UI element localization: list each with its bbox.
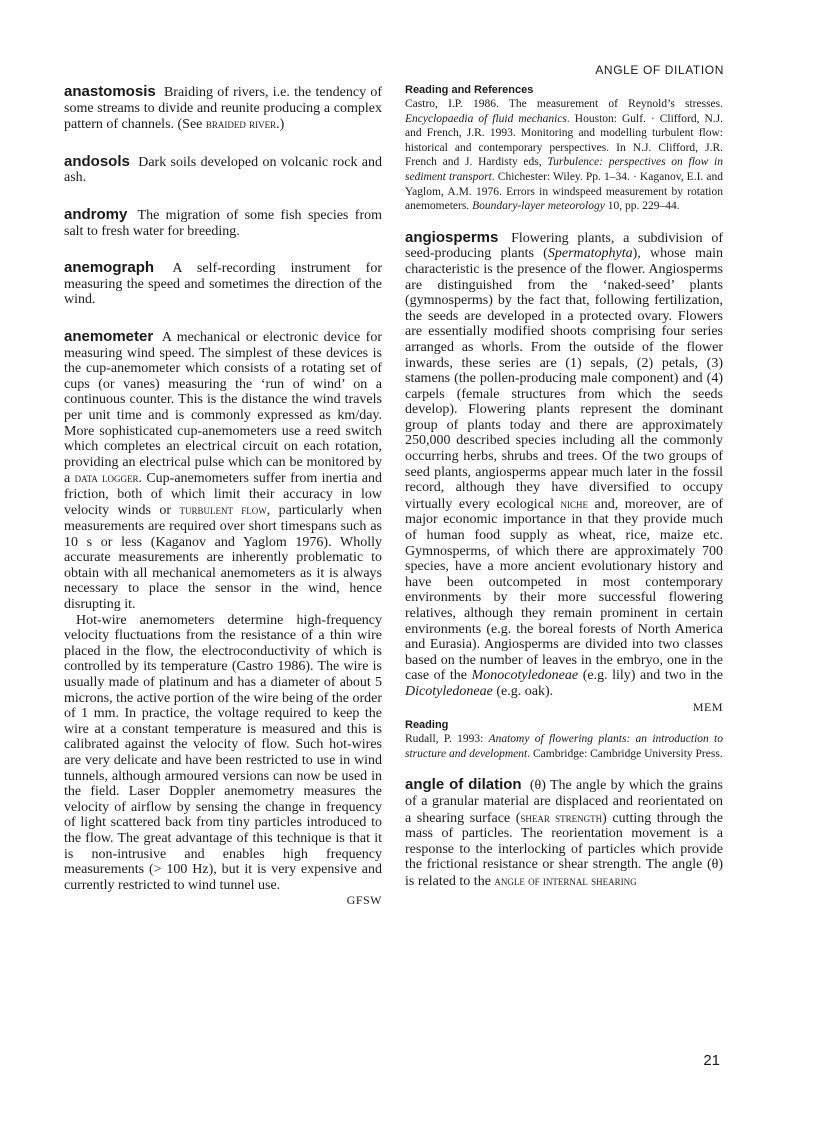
running-head: ANGLE OF DILATION — [595, 63, 724, 77]
headword-andromy: andromy — [64, 205, 128, 223]
entry-anemograph — [64, 260, 382, 308]
entry-anemometer — [64, 329, 382, 613]
headword-andosols: andosols — [64, 152, 130, 170]
entry-andosols — [64, 154, 382, 186]
author-signature: GFSW — [346, 893, 382, 908]
entry-angle-of-dilation — [405, 777, 723, 889]
reference-title: Boundary-layer meteorology — [472, 200, 605, 213]
entry-text: ) cutting through the mass of particles. The reorientation movement is a response to the interlocking of particles which provide the frictional resistance or shear strength. The angle (θ) is related to the — [405, 810, 724, 889]
headword-anemometer: anemometer — [64, 327, 154, 345]
entry-text: The migration of some fish species from salt to fresh water for breeding. — [64, 207, 382, 239]
taxon-name: Monocotyledoneae — [471, 668, 579, 684]
reference-text: 10, pp. 229–44. — [604, 200, 680, 213]
entry-text: .) — [276, 117, 285, 133]
entry-text: ), whose main characteristic is the presence of the flower. Angiosperms are distinguished from the ‘naked-seed’ plants (gymnosperms) by the fact that, following fertilization, the seeds are developed in a protected ovary. Flowers are essentially modified shoots comprising four series arranged as whorls. From the outside of the flower inwards, these series are (1) sepals, (2) petals, (3) stamens (the pollen-producing male component) and (4) carpels (female structures from which the seeds develop). Flowering plants represent the dominant group of plants today and there are approximately 250,000 described species including all the commonly occurring herbs, shrubs and trees. Of the two groups of seed plants, angiosperms appear much later in the fossil record, although they have diversified to occupy virtually every ecological — [405, 246, 723, 512]
entry-text: Flowering plants, a subdivision of seed-producing plants ( — [405, 230, 724, 262]
entry-text: and, moreover, are of major economic importance in that they provide much of human food supply as wheat, rice, maize etc. Gymnosperms, of which there are approximately 700 species, have a more ancient evolutionary history and have been outcompeted in most contemporary environments by their more successful flowering relatives, although they remain prominent in certain environments (e.g. the boreal forests of North America and Eurasia). Angiosperms are divided into two classes based on the number of leaves in the embryo, one in the case of the — [405, 496, 723, 684]
reading-and-references-title: Reading and References — [405, 84, 534, 96]
headword-angiosperms: angiosperms — [405, 228, 499, 246]
left-column — [64, 84, 382, 909]
headword-anemograph: anemograph — [64, 259, 155, 277]
entry-text: . Cup-anemometers suffer from inertia and friction, both of which limit their accuracy in low velocity winds or — [64, 471, 382, 519]
entry-text: (θ) The angle by which the grains of a granular material are displaced and reorientated on a shearing surface ( — [405, 778, 723, 826]
cross-reference[interactable]: niche — [560, 495, 589, 511]
entry-text: (e.g. lily) and two in the — [578, 668, 723, 684]
cross-reference[interactable]: shear strength — [520, 809, 603, 825]
entry-text: Dark soils developed on volcanic rock and ash. — [64, 154, 382, 186]
entry-text: Braiding of rivers, i.e. the tendency of some streams to divide and reunite producing a complex pattern of channels. (See — [64, 85, 382, 133]
entry-anastomosis — [64, 84, 382, 133]
page-number: 21 — [703, 1052, 720, 1069]
entry-anemometer-paragraph-2: Hot-wire anemometers determine high-frequency velocity fluctuations from the resistance of a thin wire placed in the flow, the electroconductivity of which is controlled by its temperature (Castro 1986). The wire is usually made of platinum and has a diameter of about 5 microns, the active portion of the wire being of the order of 1 mm. In practice, the voltage required to keep the wire at a constant temperature is measured and this is calibrated against the velocity of flow. Such hot-wires are very delicate and have been restricted to use in wind tunnels, although armoured versions can now be used in the field. Laser Doppler anemometry measures the velocity of airflow by sensing the change in frequency of light scattered back from tiny particles introduced to the flow. The great advantage of this technique is that it is non-intrusive and enables high frequency measurements (> 100 Hz), but it is very expensive and currently restricted to wind tunnel use. — [64, 612, 382, 893]
entry-text: , particularly when measurements are required over short timespans such as 10 s or less (Kaganov and Yaglom 1976). Wholly accurate measurements are inherently problematic to obtain with all mechanical anemometers as it is always necessary to place the sensor in the wind, hence disrupting it. — [64, 503, 382, 613]
taxon-name: Spermatophyta — [547, 246, 633, 262]
reference-text: Rudall, P. 1993: — [405, 733, 489, 746]
entry-andromy — [64, 207, 382, 239]
cross-reference[interactable]: data logger — [74, 470, 139, 486]
entry-angiosperms — [405, 230, 723, 700]
references-list — [405, 97, 723, 214]
reference-text: Castro, I.P. 1986. The measurement of Reynold’s stresses. — [405, 98, 723, 110]
reference-title: Encyclopaedia of fluid mechanics — [405, 112, 567, 125]
entry-text: (e.g. oak). — [492, 683, 554, 699]
headword-angle-of-dilation: angle of dilation — [405, 776, 522, 794]
entry-text: A mechanical or electronic device for measuring wind speed. The simplest of these devices is the cup-anemometer which consists of a rotating set of cups (or vanes) measuring the ‘run of wind’ on a continuous counter. This is the distance the wind travels per unit time and is commonly expressed as km/day. More sophisticated cup-anemometers use a reed switch which completes an electrical circuit on each rotation, providing an electrical pulse which can be monitored by a — [64, 329, 383, 487]
reference-text: . Cambridge: Cambridge University Press. — [527, 747, 723, 760]
entry-text: A self-recording instrument for measuring the speed and sometimes the direction of the wind. — [64, 261, 382, 308]
cross-reference[interactable]: turbulent flow — [179, 502, 267, 518]
reading-title: Reading — [405, 719, 449, 732]
cross-reference[interactable]: angle of internal shearing — [494, 872, 637, 888]
right-column — [405, 84, 723, 890]
cross-reference[interactable]: braided river — [205, 116, 277, 132]
headword-anastomosis: anastomosis — [64, 83, 156, 100]
reference-title: Anatomy of flowering plants: an introduction to structure and development — [405, 733, 723, 760]
reference-title: Turbulence: perspectives on flow in sediment transport — [405, 156, 724, 183]
reference-text: . Houston: Gulf. · Clifford, N.J. and French, J.R. 1993. Monitoring and modelling turbulent flow: historical and contemporary perspectives. In N.J. Clifford, J.R. French and J. Hardisty eds, — [405, 112, 723, 169]
reference-text: . Chichester: Wiley. Pp. 1–34. · Kaganov, E.I. and Yaglom, A.M. 1976. Errors in windspeed measurement by rotation anemometers. — [405, 170, 723, 213]
taxon-name: Dicotyledoneae — [405, 683, 493, 699]
author-signature: MEM — [692, 699, 723, 714]
reading-list — [405, 732, 723, 761]
